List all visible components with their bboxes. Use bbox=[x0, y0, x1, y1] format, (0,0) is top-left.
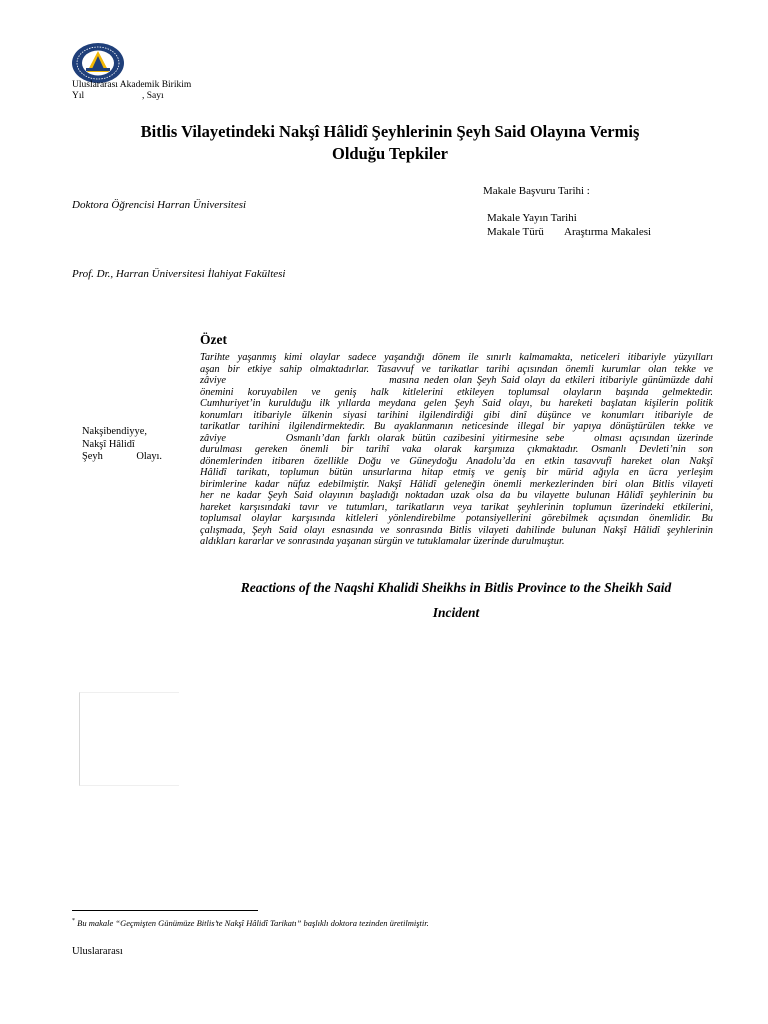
empty-box bbox=[79, 692, 179, 786]
abstract-line: Hâlidî tarikatı, toplumun bütün unsurlarına hitap etmiş ve geniş bir mürid ağıyla en ücra yerleşim bbox=[200, 467, 713, 478]
article-title-line-1: Bitlis Vilayetindeki Nakşî Hâlidî Şeyhlerinin Şeyh Said Olayına Vermiş bbox=[140, 122, 640, 141]
publication-date-label: Makale Yayın Tarihi bbox=[487, 212, 577, 224]
article-title-line-2: Olduğu Tepkiler bbox=[331, 144, 448, 163]
article-title bbox=[60, 121, 720, 165]
article-type-label: Makale Türü bbox=[487, 226, 544, 238]
page-footer: Uluslararası bbox=[72, 946, 123, 957]
abstract-line: zâviye Osmanlı’dan farklı olarak bütün cazibesini yitirmesine sebe olması açısından üzerinde bbox=[200, 432, 713, 444]
abstract-line: her ne kadar Şeyh Said olayının başladığı noktadan uzak olsa da bu vilayette bulunan Hâlidî şeyhlerinin bu bbox=[200, 490, 713, 501]
english-title bbox=[196, 575, 716, 625]
author-2-affiliation: Prof. Dr., Harran Üniversitesi İlahiyat Fakültesi bbox=[72, 268, 286, 280]
keyword-3 bbox=[82, 451, 162, 464]
abstract-line: önemini koruyabilen ve geniş halk kitlelerini etkileyen toplumsal olayların başında gelmektedir. bbox=[200, 386, 713, 398]
abstract-line: Tarihte yaşanmış kimi olaylar sadece yaşandığı dönem ile sınırlı kalmamakta, neticeleri itibariyle yüzyılları bbox=[200, 352, 713, 363]
abstract-line: çalışmada, Şeyh Said olayı esnasında ve sonrasında Bitlis vilayeti dahilinde bulunan Nakşî Hâlidî şeyhlerinin bbox=[200, 524, 713, 536]
footnote-text: Bu makale “Geçmişten Günümüze Bitlis’te Nakşî Hâlidî Tarikatı” başlıklı doktora tezinden üretilmiştir. bbox=[75, 917, 429, 928]
submission-date-label: Makale Başvuru Tarihi : bbox=[483, 185, 590, 197]
footnote bbox=[72, 916, 429, 929]
keyword-1: Nakşibendiyye, bbox=[82, 426, 147, 437]
keyword-3-part-b: Olayı. bbox=[136, 451, 162, 462]
journal-logo bbox=[71, 42, 125, 84]
abstract-line: aldıkları kararlar ve sonrasında yaşanan sürgün ve tutuklamalar üzerinde durulmuştur. bbox=[200, 536, 565, 547]
footnote-marker: * bbox=[72, 918, 75, 924]
abstract-line: birimlerine kadar nüfuz edebilmiştir. Nakşî Hâlidî geleneğin önemli merkezlerinden biri olan Bitlis vilayeti bbox=[200, 478, 713, 490]
abstract-line: hareket karşısındaki tavır ve tutumları, tarikatların veya tarikat şeyhlerinin toplumun üzerindeki etkilerini, bbox=[200, 501, 713, 513]
abstract-line: aşan bir etkiye sahip olmaktadırlar. Tasavvuf ve tarikatlar tarihi açısından önemli kurumlar olan tekke ve bbox=[200, 363, 713, 375]
abstract-heading: Özet bbox=[200, 332, 227, 347]
journal-name: Uluslararası Akademik Birikim bbox=[72, 80, 192, 90]
abstract-body bbox=[200, 352, 713, 548]
abstract-line: tarikatlar tarihini ilgilendirmektedir. Bu ayaklanmanın neticesinde illegal bir yapıya dönüştürülen tekke ve bbox=[200, 421, 713, 432]
abstract-line: Cumhuriyet’in kurulduğu ilk yıllarda meydana gelen Şeyh Said olayı, bu hareketi başlatan kişilerin politik bbox=[200, 398, 713, 409]
keyword-3-part-a: Şeyh bbox=[82, 451, 103, 462]
year-label: Yıl bbox=[72, 91, 85, 101]
abstract-line: dönemlerinden itibaren özellikle Doğu ve Güneydoğu Anadolu’da en etkin tasavvufî hareket olan Nakşî bbox=[200, 455, 713, 467]
abstract-line: zâviye masına neden olan Şeyh Said olayı da etkileri itibariyle günümüzde dahi bbox=[200, 375, 713, 386]
article-type-value: Araştırma Makalesi bbox=[564, 226, 652, 238]
abstract-line: konumları itibariyle ülkenin siyasi tarihini ilgilendirdiği gibi dinî düşünce ve konumları itibariyle de bbox=[200, 409, 713, 421]
keywords bbox=[82, 426, 162, 464]
author-1-affiliation: Doktora Öğrencisi Harran Üniversitesi bbox=[72, 199, 247, 211]
issue-label: , Sayı bbox=[142, 91, 164, 101]
abstract-line: toplumsal olaylar karşısında kitleleri yönlendirebilme potansiyellerini görebilmek açısından önemlidir. Bu bbox=[200, 513, 713, 524]
english-title-line-2: Incident bbox=[432, 605, 480, 620]
keyword-2: Nakşî Hâlidî bbox=[82, 438, 135, 450]
english-title-line-1: Reactions of the Naqshi Khalidi Sheikhs in Bitlis Province to the Sheikh Said bbox=[240, 580, 672, 595]
abstract-line: durulması gereken önemli bir tarihî vaka olarak karşımıza çıkmaktadır. Osmanlı Devleti’nin son bbox=[200, 444, 713, 455]
footnote-divider bbox=[72, 910, 258, 911]
journal-logo-emblem bbox=[71, 42, 125, 84]
